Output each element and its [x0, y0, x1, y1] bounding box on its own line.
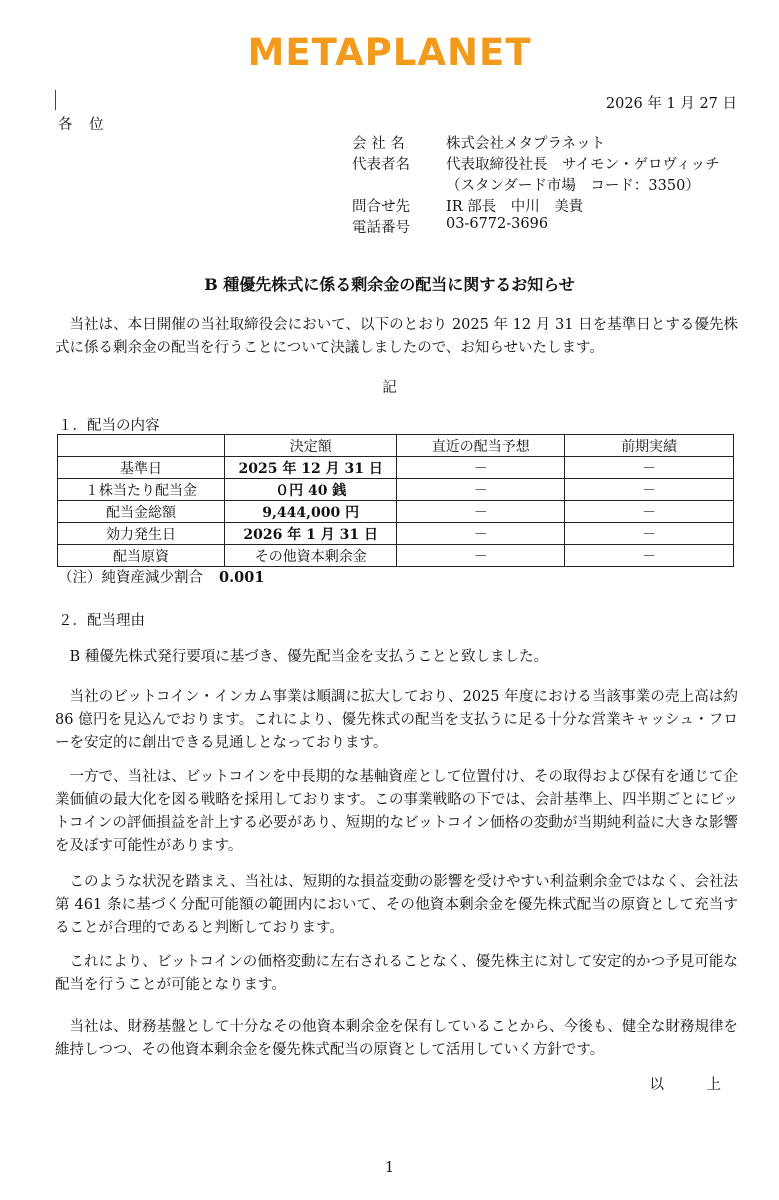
- table-header-cell: 直近の配当予想: [397, 435, 565, 457]
- note-label: （注）純資産減少割合: [58, 570, 203, 586]
- table-header-cell: 決定額: [224, 435, 396, 457]
- table-header-cell: 前期実績: [565, 435, 734, 457]
- dividend-table: [57, 434, 734, 567]
- company-logo: [0, 30, 779, 76]
- table-cell-previous: －: [565, 457, 734, 479]
- reason-paragraph: これにより、ビットコインの価格変動に左右されることなく、優先株主に対して安定的かつ予見可能な配当を行うことが可能となります。: [55, 954, 738, 993]
- company-info-value: 代表取締役社長 サイモン・ゲロヴィッチ: [446, 157, 720, 173]
- company-info-row: [352, 174, 720, 195]
- company-info-label: 会 社 名: [352, 136, 405, 152]
- table-cell-decided: 9,444,000 円: [224, 501, 396, 523]
- reason-paragraph: 一方で、当社は、ビットコインを中長期的な基軸資産として位置付け、その取得および保有を通じて企業価値の最大化を図る戦略を採用しております。この事業戦略の下では、会計基準上、四半期ごとにビットコインの評価損益を計上する必要があり、短期的なビットコイン価格の変動が当期純利益に大きな影響を及ぼす可能性があります。: [55, 769, 738, 854]
- table-row: [58, 501, 734, 523]
- note-value: 0.001: [219, 569, 265, 586]
- table-cell-previous: －: [565, 501, 734, 523]
- company-info-label: [352, 174, 446, 195]
- company-info-value: 03-6772-3696: [446, 216, 549, 232]
- table-cell-forecast: －: [397, 501, 565, 523]
- table-header-row: [58, 435, 734, 457]
- company-info-value: IR 部長 中川 美貴: [446, 199, 584, 215]
- company-info-row: [352, 153, 720, 174]
- table-row-label: 効力発生日: [58, 523, 225, 545]
- intro-paragraph: 当社は、本日開催の当社取締役会において、以下のとおり 2025 年 12 月 31 日を基準日とする優先株式に係る剰余金の配当を行うことについて決議しましたので、お知らせいたします。: [55, 317, 738, 356]
- section-heading-dividend-details: １．配当の内容: [58, 418, 160, 434]
- table-row-label: 配当原資: [58, 545, 225, 567]
- reason-paragraph: 当社は、財務基盤として十分なその他資本剰余金を保有していることから、今後も、健全な財務規律を維持しつつ、その他資本剰余金を優先株式配当の原資として活用していく方針です。: [55, 1019, 738, 1058]
- table-row-label: 配当金総額: [58, 501, 225, 523]
- company-info-label: 問合せ先: [352, 199, 410, 215]
- table-cell-decided: 2025 年 12 月 31 日: [224, 457, 396, 479]
- table-cell-previous: －: [565, 545, 734, 567]
- company-info-row: [352, 216, 720, 237]
- section-heading-dividend-reason: ２．配当理由: [58, 613, 145, 629]
- table-row: [58, 479, 734, 501]
- page-number: 1: [384, 1160, 395, 1176]
- addressee: 各 位: [58, 117, 110, 133]
- company-info-value: 株式会社メタプラネット: [446, 136, 606, 152]
- company-info-label: 代表者名: [352, 157, 410, 173]
- company-info-value: （スタンダード市場 コード：3350）: [446, 178, 700, 194]
- table-header-cell: [58, 435, 225, 457]
- table-cell-forecast: －: [397, 479, 565, 501]
- table-row: [58, 523, 734, 545]
- company-info: [352, 132, 720, 237]
- table-row: [58, 457, 734, 479]
- document-date: 2026 年 1 月 27 日: [605, 96, 737, 112]
- reason-paragraph: このような状況を踏まえ、当社は、短期的な損益変動の影響を受けやすい利益剰余金ではなく、会社法第 461 条に基づく分配可能額の範囲内において、その他資本剰余金を優先株式配当の原資として充当することが合理的であると判断しております。: [55, 874, 738, 936]
- reason-paragraph: B 種優先株式発行要項に基づき、優先配当金を支払うことと致しました。: [69, 649, 549, 665]
- table-row: [58, 545, 734, 567]
- ki-heading: 記: [382, 380, 397, 396]
- table-cell-forecast: －: [397, 545, 565, 567]
- company-info-row: [352, 132, 720, 153]
- table-cell-decided: 2026 年 1 月 31 日: [224, 523, 396, 545]
- table-cell-forecast: －: [397, 523, 565, 545]
- document-title: B 種優先株式に係る剰余金の配当に関するお知らせ: [204, 275, 575, 294]
- table-cell-decided: その他資本剰余金: [224, 545, 396, 567]
- company-info-row: [352, 195, 720, 216]
- logo-text: METAPLANET: [247, 31, 532, 74]
- table-row-label: 基準日: [58, 457, 225, 479]
- company-info-label: 電話番号: [352, 220, 410, 236]
- table-note: [58, 566, 264, 587]
- closing-mark: 以 上: [649, 1077, 735, 1093]
- table-cell-previous: －: [565, 523, 734, 545]
- text-cursor: [55, 90, 56, 110]
- table-cell-previous: －: [565, 479, 734, 501]
- table-cell-forecast: －: [397, 457, 565, 479]
- reason-paragraph: 当社のビットコイン・インカム事業は順調に拡大しており、2025 年度における当該事業の売上高は約 86 億円を見込んでおります。これにより、優先株式の配当を支払うに足る十分な営業キャッシュ・フローを安定的に創出できる見通しとなっております。: [55, 689, 738, 751]
- table-row-label: １株当たり配当金: [58, 479, 225, 501]
- table-cell-decided: ０円 40 銭: [224, 479, 396, 501]
